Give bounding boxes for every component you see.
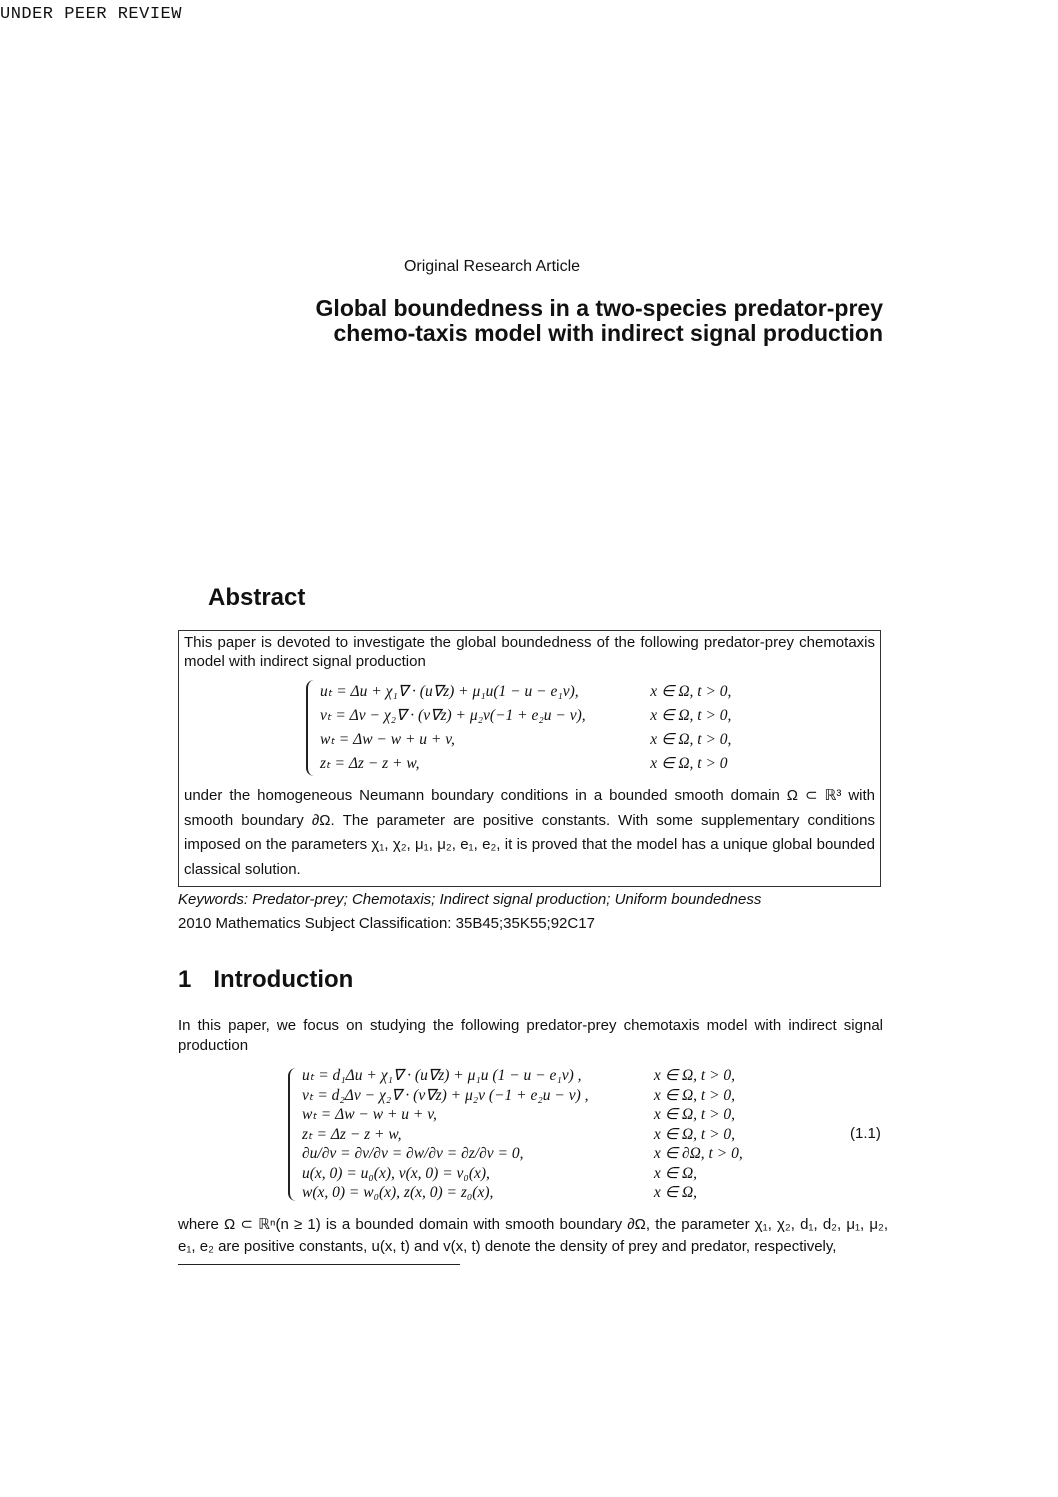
equation: u(x, 0) = u₀(x), v(x, 0) = v₀(x), xyxy=(302,1164,490,1182)
intro-paragraph: In this paper, we focus on studying the following predator-prey chemotaxis model with indirect signal production xyxy=(178,1017,883,1054)
left-brace xyxy=(306,680,318,776)
abstract-body: under the homogeneous Neumann boundary conditions in a bounded smooth domain Ω ⊂ ℝ³ with smooth boundary ∂Ω. The parameter are positive constants. With some supplementary conditions imposed on the parameters χ₁, χ₂, μ₁, μ₂, e₁, e₂, it is proved that the model has a unique global bounded classical solution. xyxy=(184,787,875,878)
equation: vₜ = d₂Δv − χ₂∇ · (v∇z) + μ₂v (−1 + e₂u − v) , xyxy=(302,1086,589,1104)
model-equation-system xyxy=(288,1066,778,1203)
abstract-equation-system xyxy=(306,680,766,776)
equation-condition: x ∈ Ω, t > 0, xyxy=(653,1106,736,1123)
equation-condition: x ∈ Ω, t > 0, xyxy=(650,731,732,748)
paper-title xyxy=(316,296,883,346)
equation-number: (1.1) xyxy=(850,1125,881,1142)
abstract-box xyxy=(178,630,881,887)
equation-condition: x ∈ Ω, xyxy=(653,1184,698,1201)
title-line: chemo-taxis model with indirect signal production xyxy=(333,320,883,346)
subject-classification: 2010 Mathematics Subject Classification: 35B45;35K55;92C17 xyxy=(178,915,595,932)
equation-condition: x ∈ Ω, t > 0, xyxy=(650,707,732,724)
equation-condition: x ∈ Ω, xyxy=(653,1164,698,1182)
equation-condition: x ∈ Ω, t > 0, xyxy=(653,1086,736,1104)
equation: zₜ = Δz − z + w, xyxy=(302,1125,402,1143)
equation: wₜ = Δw − w + u + v, xyxy=(320,731,455,748)
watermark: UNDER PEER REVIEW xyxy=(0,5,182,24)
equation: zₜ = Δz − z + w, xyxy=(320,755,420,772)
left-brace xyxy=(288,1068,300,1201)
section-heading-introduction xyxy=(178,966,375,994)
equation: uₜ = d₁Δu + χ₁∇ · (u∇z) + μ₁u (1 − u − e₁v) , xyxy=(302,1067,582,1084)
equation: wₜ = Δw − w + u + v, xyxy=(302,1106,437,1123)
section-title: Introduction xyxy=(213,966,354,993)
equation: vₜ = Δv − χ₂∇ · (v∇z) + μ₂v(−1 + e₂u − v), xyxy=(320,707,586,724)
keywords: Keywords: Predator-prey; Chemotaxis; Indirect signal production; Uniform boundedness xyxy=(178,891,762,908)
title-line: Global boundedness in a two-species predator-prey xyxy=(315,295,883,321)
equation-condition: x ∈ Ω, t > 0, xyxy=(653,1067,736,1084)
article-type: Original Research Article xyxy=(403,258,581,275)
equation: ∂u/∂ν = ∂v/∂ν = ∂w/∂ν = ∂z/∂ν = 0, xyxy=(302,1145,524,1162)
equation-condition: x ∈ Ω, t > 0 xyxy=(650,755,728,772)
equation: w(x, 0) = w₀(x), z(x, 0) = z₀(x), xyxy=(302,1184,494,1201)
section-number: 1 xyxy=(178,966,192,993)
equation-condition: x ∈ Ω, t > 0, xyxy=(650,683,732,700)
intro-paragraph-2: where Ω ⊂ ℝⁿ(n ≥ 1) is a bounded domain with smooth boundary ∂Ω, the parameter χ₁, χ₂, d₁, d₂, μ₁, μ₂, e₁, e₂ are positive constants, u(x, t) and v(x, t) denote the density of prey and predator, respectively, xyxy=(178,1216,888,1255)
footnote-rule xyxy=(178,1264,460,1265)
equation-condition: x ∈ Ω, t > 0, xyxy=(653,1125,736,1143)
equation-condition: x ∈ ∂Ω, t > 0, xyxy=(653,1145,743,1162)
equation: uₜ = Δu + χ₁∇ · (u∇z) + μ₁u(1 − u − e₁v), xyxy=(320,683,579,700)
abstract-intro: This paper is devoted to investigate the global boundedness of the following predator-prey chemotaxis model with indirect signal production xyxy=(184,634,875,670)
abstract-heading: Abstract xyxy=(208,584,306,611)
